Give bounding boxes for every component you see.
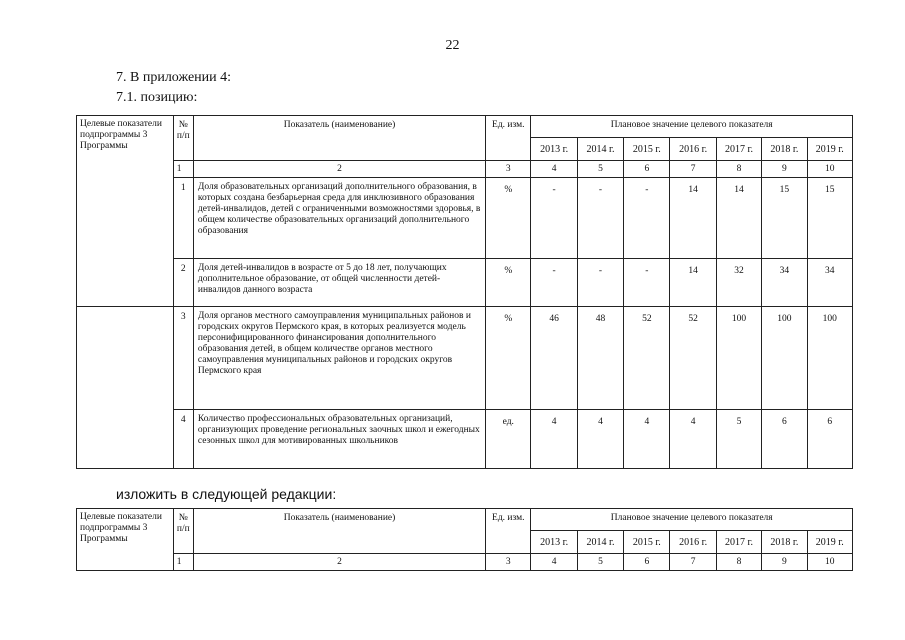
unit: %: [486, 178, 531, 259]
indicator-table-new: [76, 508, 853, 571]
column-number: 5: [577, 554, 623, 571]
target-indicators-header: Целевые показатели подпрограммы 3 Программы: [77, 116, 174, 307]
row-number-header: № п/п: [173, 509, 193, 554]
year-header: 2016 г.: [670, 138, 716, 161]
plan-value: 4: [670, 410, 716, 469]
column-number: 9: [762, 161, 807, 178]
indicator-name-header: Показатель (наименование): [193, 509, 485, 554]
indicator-name: Доля органов местного самоуправления муниципальных районов и городских округов Пермского края, в которых реализуется модель персонифицированного финансирования дополнительного образования детей, в общем количестве органов местного самоуправления муниципальных районов и городских округов Пермского края: [193, 307, 485, 410]
plan-value: 52: [624, 307, 670, 410]
plan-value: 6: [807, 410, 852, 469]
unit-header: Ед. изм.: [486, 509, 531, 554]
column-number: 5: [577, 161, 623, 178]
target-indicators-spacer: [77, 307, 174, 469]
plan-value: 48: [577, 307, 623, 410]
plan-value: -: [577, 178, 623, 259]
plan-value: 14: [670, 259, 716, 307]
row-number: 4: [173, 410, 193, 469]
indicator-table-old: [76, 115, 853, 469]
column-number: 9: [762, 554, 807, 571]
plan-value: 14: [716, 178, 761, 259]
column-number: 7: [670, 161, 716, 178]
year-header: 2014 г.: [577, 531, 623, 554]
indicator-name-header: Показатель (наименование): [193, 116, 485, 161]
column-number: 8: [716, 161, 761, 178]
table-row: [77, 178, 853, 259]
intro-line-3: изложить в следующей редакции:: [116, 486, 337, 502]
plan-value: 34: [762, 259, 807, 307]
plan-value: -: [624, 259, 670, 307]
unit: ед.: [486, 410, 531, 469]
column-number: 4: [531, 554, 577, 571]
year-header: 2014 г.: [577, 138, 623, 161]
plan-value: 46: [531, 307, 577, 410]
year-header: 2016 г.: [670, 531, 716, 554]
indicator-name: Доля детей-инвалидов в возрасте от 5 до 18 лет, получающих дополнительное образование, от общей численности детей-инвалидов данного возраста: [193, 259, 485, 307]
column-number: 3: [486, 161, 531, 178]
page-number: 22: [445, 38, 460, 53]
column-number: 6: [624, 554, 670, 571]
plan-value: 4: [624, 410, 670, 469]
column-number: 8: [716, 554, 761, 571]
row-number: 3: [173, 307, 193, 410]
target-indicators-header: Целевые показатели подпрограммы 3 Программы: [77, 509, 174, 571]
plan-value: 100: [716, 307, 761, 410]
row-number-header: № п/п: [173, 116, 193, 161]
year-header: 2019 г.: [807, 138, 852, 161]
plan-value: -: [624, 178, 670, 259]
year-header: 2017 г.: [716, 531, 761, 554]
column-number: 10: [807, 554, 852, 571]
plan-value: 100: [807, 307, 852, 410]
plan-value: 100: [762, 307, 807, 410]
year-header: 2017 г.: [716, 138, 761, 161]
table-row: [77, 410, 853, 469]
unit-header: Ед. изм.: [486, 116, 531, 161]
row-number: 1: [173, 178, 193, 259]
plan-value: -: [531, 178, 577, 259]
column-number: 10: [807, 161, 852, 178]
plan-value: 4: [577, 410, 623, 469]
plan-value: 6: [762, 410, 807, 469]
plan-value-header: Плановое значение целевого показателя: [531, 509, 853, 531]
intro-line-1: 7. В приложении 4:: [116, 70, 232, 85]
year-header: 2015 г.: [624, 138, 670, 161]
plan-value: 15: [762, 178, 807, 259]
column-number: 2: [193, 554, 485, 571]
plan-value: 5: [716, 410, 761, 469]
indicator-name: Доля образовательных организаций дополнительного образования, в которых создана безбарьерная среда для инклюзивного образования детей-инвалидов, детей с ограниченными возможностями здоровья, в общем количестве образовательных организаций дополнительного образования: [193, 178, 485, 259]
plan-value: 4: [531, 410, 577, 469]
row-number: 2: [173, 259, 193, 307]
indicator-name: Количество профессиональных образовательных организаций, организующих проведение региональных заочных школ и ежегодных сезонных школ для мотивированных школьников: [193, 410, 485, 469]
column-number: 1: [173, 161, 193, 178]
plan-value-header: Плановое значение целевого показателя: [531, 116, 853, 138]
intro-line-2: 7.1. позицию:: [116, 90, 198, 105]
plan-value: 14: [670, 178, 716, 259]
plan-value: 34: [807, 259, 852, 307]
table-row: [77, 259, 853, 307]
year-header: 2013 г.: [531, 531, 577, 554]
plan-value: -: [577, 259, 623, 307]
unit: %: [486, 307, 531, 410]
year-header: 2018 г.: [762, 138, 807, 161]
column-number: 4: [531, 161, 577, 178]
column-number: 2: [193, 161, 485, 178]
year-header: 2018 г.: [762, 531, 807, 554]
column-number: 3: [486, 554, 531, 571]
year-header: 2019 г.: [807, 531, 852, 554]
plan-value: 15: [807, 178, 852, 259]
plan-value: -: [531, 259, 577, 307]
year-header: 2015 г.: [624, 531, 670, 554]
year-header: 2013 г.: [531, 138, 577, 161]
column-number: 6: [624, 161, 670, 178]
table-row: [77, 307, 853, 410]
plan-value: 32: [716, 259, 761, 307]
column-number: 1: [173, 554, 193, 571]
column-number: 7: [670, 554, 716, 571]
unit: %: [486, 259, 531, 307]
plan-value: 52: [670, 307, 716, 410]
